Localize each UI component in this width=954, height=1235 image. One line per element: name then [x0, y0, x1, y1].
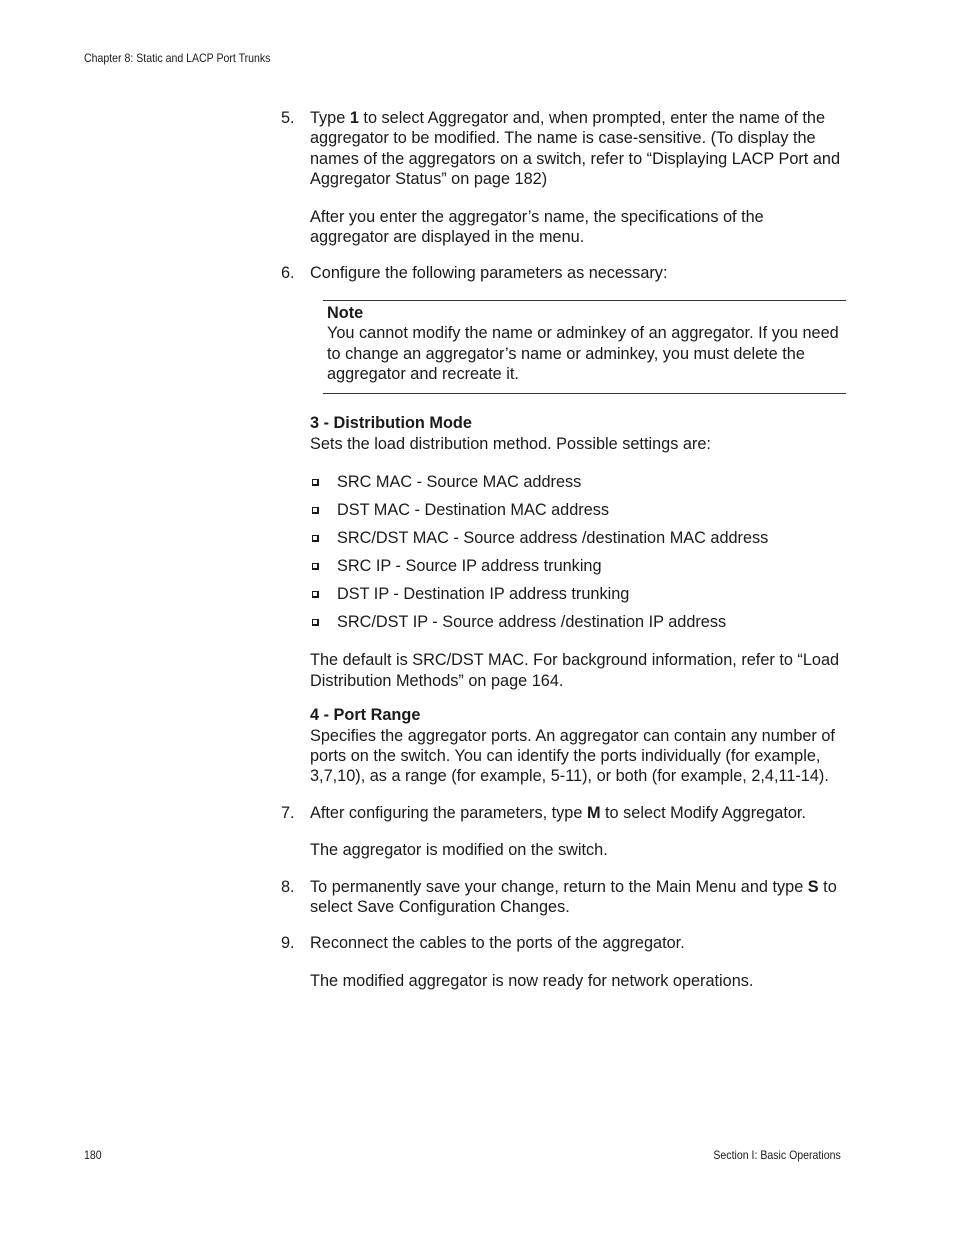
- key-name: 1: [349, 109, 359, 127]
- step-text-part: to select Save Configuration Changes.: [310, 877, 837, 916]
- note-title: Note: [327, 303, 364, 322]
- list-item: [310, 496, 846, 524]
- square-bullet-icon: [312, 619, 319, 626]
- square-bullet-icon: [312, 535, 319, 542]
- page-body: [281, 108, 846, 991]
- square-bullet-icon: [312, 591, 319, 598]
- list-item: [310, 580, 846, 608]
- step-number: 7.: [281, 803, 295, 822]
- list-item-text: SRC/DST IP - Source address /destination IP address: [337, 613, 727, 632]
- step-6: [281, 263, 846, 283]
- step-text: Configure the following parameters as necessary:: [310, 264, 668, 283]
- port-range-title: 4 - Port Range: [310, 706, 421, 725]
- list-item: [310, 552, 846, 580]
- note-box: [323, 300, 846, 395]
- distribution-mode-section: [310, 413, 846, 786]
- list-item-text: DST IP - Destination IP address trunking: [337, 585, 630, 604]
- running-footer-section: Section I: Basic Operations: [713, 1148, 841, 1162]
- step-text-part: to select Aggregator and, when prompted, enter the name of the aggregator to be modified. The name is case-sensitive. (To display the names of the aggregators on a switch, refer to “Displaying LACP Port and Aggregator Status” on page 182): [310, 109, 841, 189]
- key-name: S: [807, 877, 819, 896]
- page-number: 180: [84, 1148, 102, 1162]
- running-header: Chapter 8: Static and LACP Port Trunks: [84, 51, 271, 65]
- square-bullet-icon: [312, 507, 319, 514]
- step-text-part: After configuring the parameters, type: [310, 803, 587, 822]
- list-item-text: SRC MAC - Source MAC address: [337, 473, 582, 492]
- step-number: 6.: [281, 264, 295, 283]
- step-5: [281, 108, 846, 190]
- step-text: [310, 803, 846, 823]
- step-text-part: Type: [310, 109, 350, 127]
- step-8: [281, 877, 846, 918]
- list-item: [310, 524, 846, 552]
- distribution-default-text: The default is SRC/DST MAC. For background information, refer to “Load Distribution Methods” on page 164.: [310, 651, 840, 690]
- note-text: You cannot modify the name or adminkey of an aggregator. If you need to change an aggregator’s name or adminkey, you must delete the aggregator and recreate it.: [327, 324, 839, 384]
- square-bullet-icon: [312, 479, 319, 486]
- step-5-paragraph: After you enter the aggregator’s name, the specifications of the aggregator are displayed in the menu.: [310, 207, 764, 247]
- step-number: 9.: [281, 934, 295, 953]
- step-9: [281, 933, 846, 953]
- distribution-mode-title: 3 - Distribution Mode: [310, 414, 472, 433]
- step-9-paragraph: The modified aggregator is now ready for network operations.: [310, 971, 754, 990]
- list-item-text: SRC/DST MAC - Source address /destination MAC address: [337, 529, 769, 548]
- list-item-text: DST MAC - Destination MAC address: [337, 501, 610, 520]
- step-text: [310, 108, 846, 190]
- square-bullet-icon: [312, 563, 319, 570]
- step-7-paragraph: The aggregator is modified on the switch.: [310, 841, 608, 860]
- list-item: [310, 608, 846, 636]
- list-item-text: SRC IP - Source IP address trunking: [337, 557, 602, 576]
- step-text-part: To permanently save your change, return to the Main Menu and type: [310, 877, 808, 896]
- step-text: Reconnect the cables to the ports of the aggregator.: [310, 934, 685, 953]
- step-text-part: to select Modify Aggregator.: [600, 803, 806, 822]
- step-number: 8.: [281, 877, 295, 896]
- key-name: M: [586, 803, 601, 822]
- step-text: [310, 877, 846, 918]
- port-range-text: Specifies the aggregator ports. An aggregator can contain any number of ports on the switch. You can identify the ports individually (for example, 3,7,10), as a range (for example, 5-11), or both (for example, 2,4,11-14).: [310, 726, 835, 786]
- distribution-options-list: [310, 468, 846, 636]
- list-item: [310, 468, 846, 496]
- step-number: 5.: [281, 109, 295, 127]
- distribution-mode-intro: Sets the load distribution method. Possible settings are:: [310, 434, 711, 453]
- step-7: [281, 803, 846, 823]
